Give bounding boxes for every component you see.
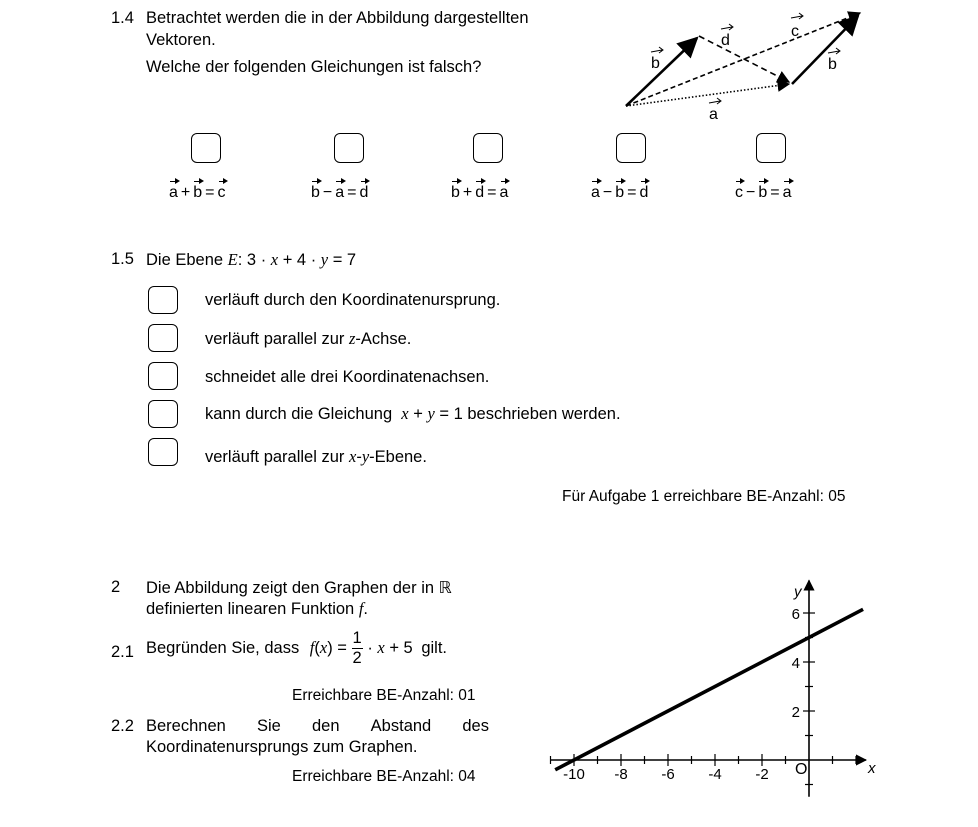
task-2-1-number: 2.1 (111, 643, 134, 661)
vector-b-left-arrow (626, 38, 697, 106)
task-1-points-note: Für Aufgabe 1 erreichbare BE-Anzahl: 05 (562, 488, 846, 505)
checkbox-1-5-option-4[interactable] (148, 400, 178, 428)
checkbox-1-4-option-5[interactable] (756, 133, 786, 163)
task-1-4-number: 1.4 (111, 9, 134, 27)
task-2-2-line1: Berechnen Sie den Abstand des (146, 717, 489, 735)
vector-d-arrow (699, 36, 789, 82)
task-2-2-line2: Koordinatenursprungs zum Graphen. (146, 738, 418, 756)
task-1-4-line2: Vektoren. (146, 31, 216, 49)
checkbox-1-5-option-1[interactable] (148, 286, 178, 314)
option-1-5-3-text: schneidet alle drei Koordinatenachsen. (205, 368, 490, 386)
task-2-1-text: Begründen Sie, dass f(x) = $\frac{1}{2}$ · x + 5 gilt. (146, 629, 448, 667)
checkbox-1-4-option-3[interactable] (473, 133, 503, 163)
option-1-5-4-text: kann durch die Gleichung x + y = 1 beschrieben werden. (205, 404, 621, 423)
label-b-right-arrow (828, 48, 840, 54)
vector-a-arrow (626, 84, 789, 106)
task-2-2-points: Erreichbare BE-Anzahl: 04 (292, 768, 476, 785)
equation-1-4-option-3: b + d = a (451, 184, 509, 201)
task-2-line2: definierten linearen Funktion f. (146, 599, 368, 618)
label-d-arrow (721, 24, 733, 30)
checkbox-1-5-option-2[interactable] (148, 324, 178, 352)
task-1-4-line1: Betrachtet werden die in der Abbildung dargestellten (146, 9, 529, 27)
y-tick-label: 4 (791, 655, 800, 672)
x-tick-label: -6 (661, 766, 675, 783)
option-1-5-1-text: verläuft durch den Koordinatenursprung. (205, 291, 501, 309)
label-b-right: b (828, 56, 837, 73)
x-tick-label: -8 (614, 766, 628, 783)
task-1-4-question: Welche der folgenden Gleichungen ist falsch? (146, 58, 482, 76)
option-1-5-5-text: verläuft parallel zur x-y-Ebene. (205, 447, 427, 466)
checkbox-1-4-option-4[interactable] (616, 133, 646, 163)
origin-label: O (795, 761, 808, 778)
label-c: c (791, 23, 799, 40)
series-line-f (555, 609, 863, 769)
equation-1-4-option-2: b − a = d (311, 184, 369, 201)
label-d: d (721, 32, 730, 49)
y-tick-label: 2 (791, 704, 800, 721)
x-axis-label: x (868, 760, 876, 777)
y-tick-label: 6 (791, 606, 800, 623)
vector-figure (600, 0, 890, 130)
x-tick-label: -2 (755, 766, 769, 783)
task-2-1-points: Erreichbare BE-Anzahl: 01 (292, 687, 476, 704)
option-1-5-2-text: verläuft parallel zur z-Achse. (205, 329, 412, 348)
checkbox-1-4-option-1[interactable] (191, 133, 221, 163)
vector-b-right-arrow (792, 16, 858, 84)
checkbox-1-5-option-5[interactable] (148, 438, 178, 466)
vector-c-arrow (626, 13, 860, 106)
label-a: a (709, 106, 718, 123)
equation-1-4-option-1: a + b = c (169, 184, 226, 201)
checkbox-1-4-option-2[interactable] (334, 133, 364, 163)
x-tick-label: -4 (708, 766, 722, 783)
checkbox-1-5-option-3[interactable] (148, 362, 178, 390)
y-axis-label: y (794, 583, 802, 601)
label-b-left: b (651, 55, 660, 72)
label-a-arrow (709, 98, 721, 104)
task-1-5-heading: Die Ebene E: 3 · x + 4 · y = 7 (146, 250, 357, 269)
x-tick-label: -10 (563, 766, 585, 783)
task-2-number: 2 (111, 578, 121, 596)
equation-1-4-option-4: a − b = d (591, 184, 649, 201)
task-2-line1: Die Abbildung zeigt den Graphen der in ℝ (146, 579, 452, 597)
label-c-arrow (791, 13, 803, 19)
label-b-left-arrow (651, 47, 663, 53)
task-2-2-number: 2.2 (111, 717, 134, 735)
task-1-5-number: 1.5 (111, 250, 134, 268)
equation-1-4-option-5: c − b = a (735, 184, 792, 201)
function-graph (520, 575, 876, 805)
